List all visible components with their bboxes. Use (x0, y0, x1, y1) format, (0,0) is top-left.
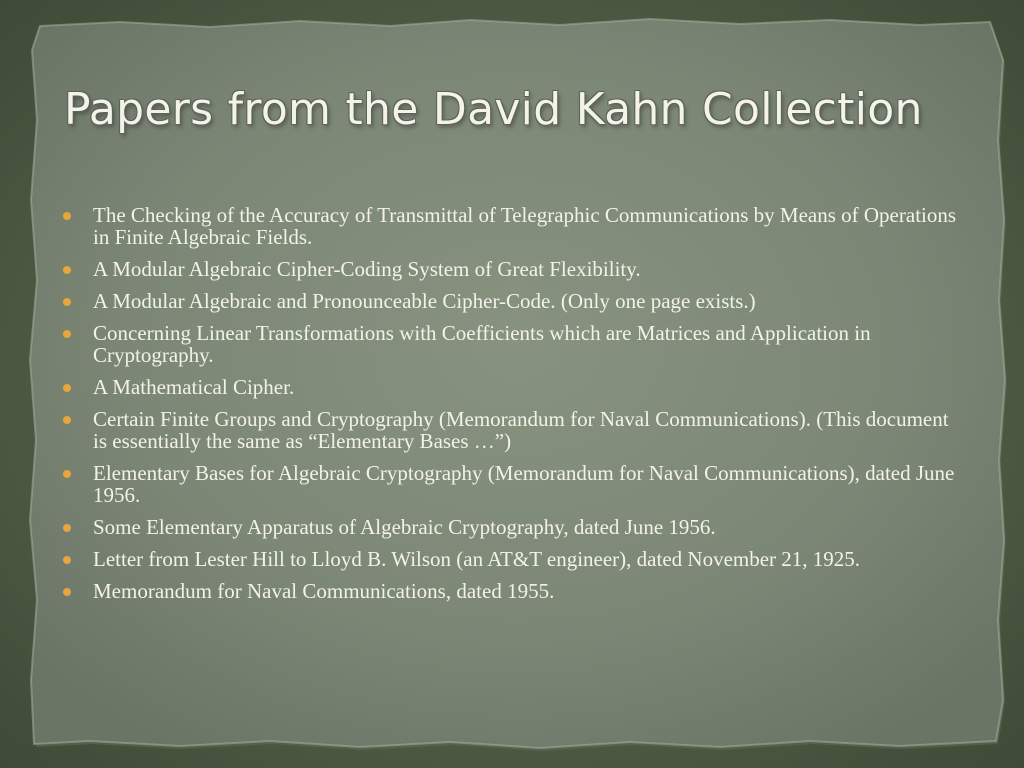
bullet-icon (63, 298, 71, 306)
bullet-icon (63, 416, 71, 424)
list-item-text: Letter from Lester Hill to Lloyd B. Wilson (an AT&T engineer), dated November 21, 1925. (93, 547, 861, 571)
bullet-icon (63, 266, 71, 274)
bullet-icon (63, 384, 71, 392)
list-item (62, 322, 962, 366)
list-item-text: Certain Finite Groups and Cryptography (Memorandum for Naval Communications). (This document is essentially the same as “Elementary Bases …”) (93, 407, 949, 453)
list-item (62, 462, 962, 506)
bullet-icon (63, 212, 71, 220)
list-item (62, 408, 962, 452)
list-item-text: A Modular Algebraic Cipher-Coding System of Great Flexibility. (93, 257, 641, 281)
list-item-text: Concerning Linear Transformations with Coefficients which are Matrices and Application in Cryptography. (93, 321, 871, 367)
slide-title: Papers from the David Kahn Collection (64, 84, 923, 135)
list-item (62, 204, 962, 248)
list-item (62, 376, 962, 398)
list-item (62, 258, 962, 280)
list-item-text: A Mathematical Cipher. (93, 375, 295, 399)
bullet-icon (63, 524, 71, 532)
bullet-list (62, 204, 962, 612)
bullet-icon (63, 588, 71, 596)
list-item (62, 580, 962, 602)
bullet-icon (63, 470, 71, 478)
list-item-text: The Checking of the Accuracy of Transmittal of Telegraphic Communications by Means of Operations in Finite Algebraic Fields. (93, 203, 957, 249)
list-item-text: A Modular Algebraic and Pronounceable Cipher-Code. (Only one page exists.) (93, 289, 756, 313)
bullet-icon (63, 556, 71, 564)
list-item-text: Some Elementary Apparatus of Algebraic Cryptography, dated June 1956. (93, 515, 716, 539)
list-item-text: Elementary Bases for Algebraic Cryptography (Memorandum for Naval Communications), dated June 1956. (93, 461, 955, 507)
list-item (62, 548, 962, 570)
list-item (62, 290, 962, 312)
bullet-icon (63, 330, 71, 338)
list-item-text: Memorandum for Naval Communications, dated 1955. (93, 579, 555, 603)
list-item (62, 516, 962, 538)
